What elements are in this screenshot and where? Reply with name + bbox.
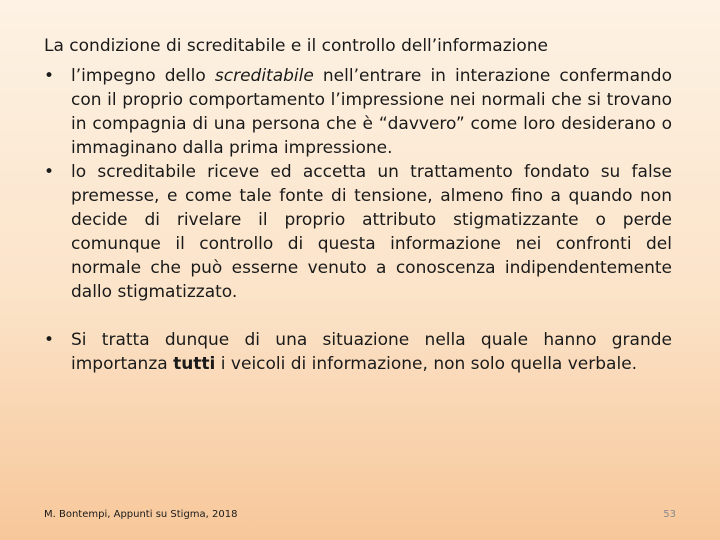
footer-citation: M. Bontempi, Appunti su Stigma, 2018 [44, 509, 238, 520]
slide-title: La condizione di screditabile e il controllo dell’informazione [44, 36, 549, 56]
bullet-item-2 [44, 160, 672, 304]
bullet-3-bold: tutti [173, 354, 216, 374]
bullet-1-italic: screditabile [214, 66, 314, 86]
bullet-item-3 [44, 328, 672, 376]
bullet-1-text-a: l’impegno dello [71, 66, 215, 86]
bullet-2-text: lo screditabile riceve ed accetta un trattamento fondato su false premesse, e come tale fonte di tensione, almeno fino a quando non decide di rivelare il proprio attributo stigmatizzante o perde comunque il controllo di questa informazione nei confronti del normale che può esserne venuto a conoscenza indipendentemente dallo stigmatizzato. [71, 162, 672, 302]
bullet-1-text-b: nell’entrare in interazione confermando con il proprio comportamento l’impressione nei normali che si trovano in compagnia di una persona che è “davvero” come loro desiderano o immaginano dalla prima impressione. [71, 66, 672, 158]
page-number: 53 [663, 509, 676, 520]
bullet-item-1 [44, 64, 672, 160]
bullet-3-text-b: i veicoli di informazione, non solo quella verbale. [215, 354, 638, 374]
bullet-list [44, 64, 672, 376]
bullet-3-text-a: Si tratta dunque di una situazione nella quale hanno grande importanza [71, 330, 672, 374]
